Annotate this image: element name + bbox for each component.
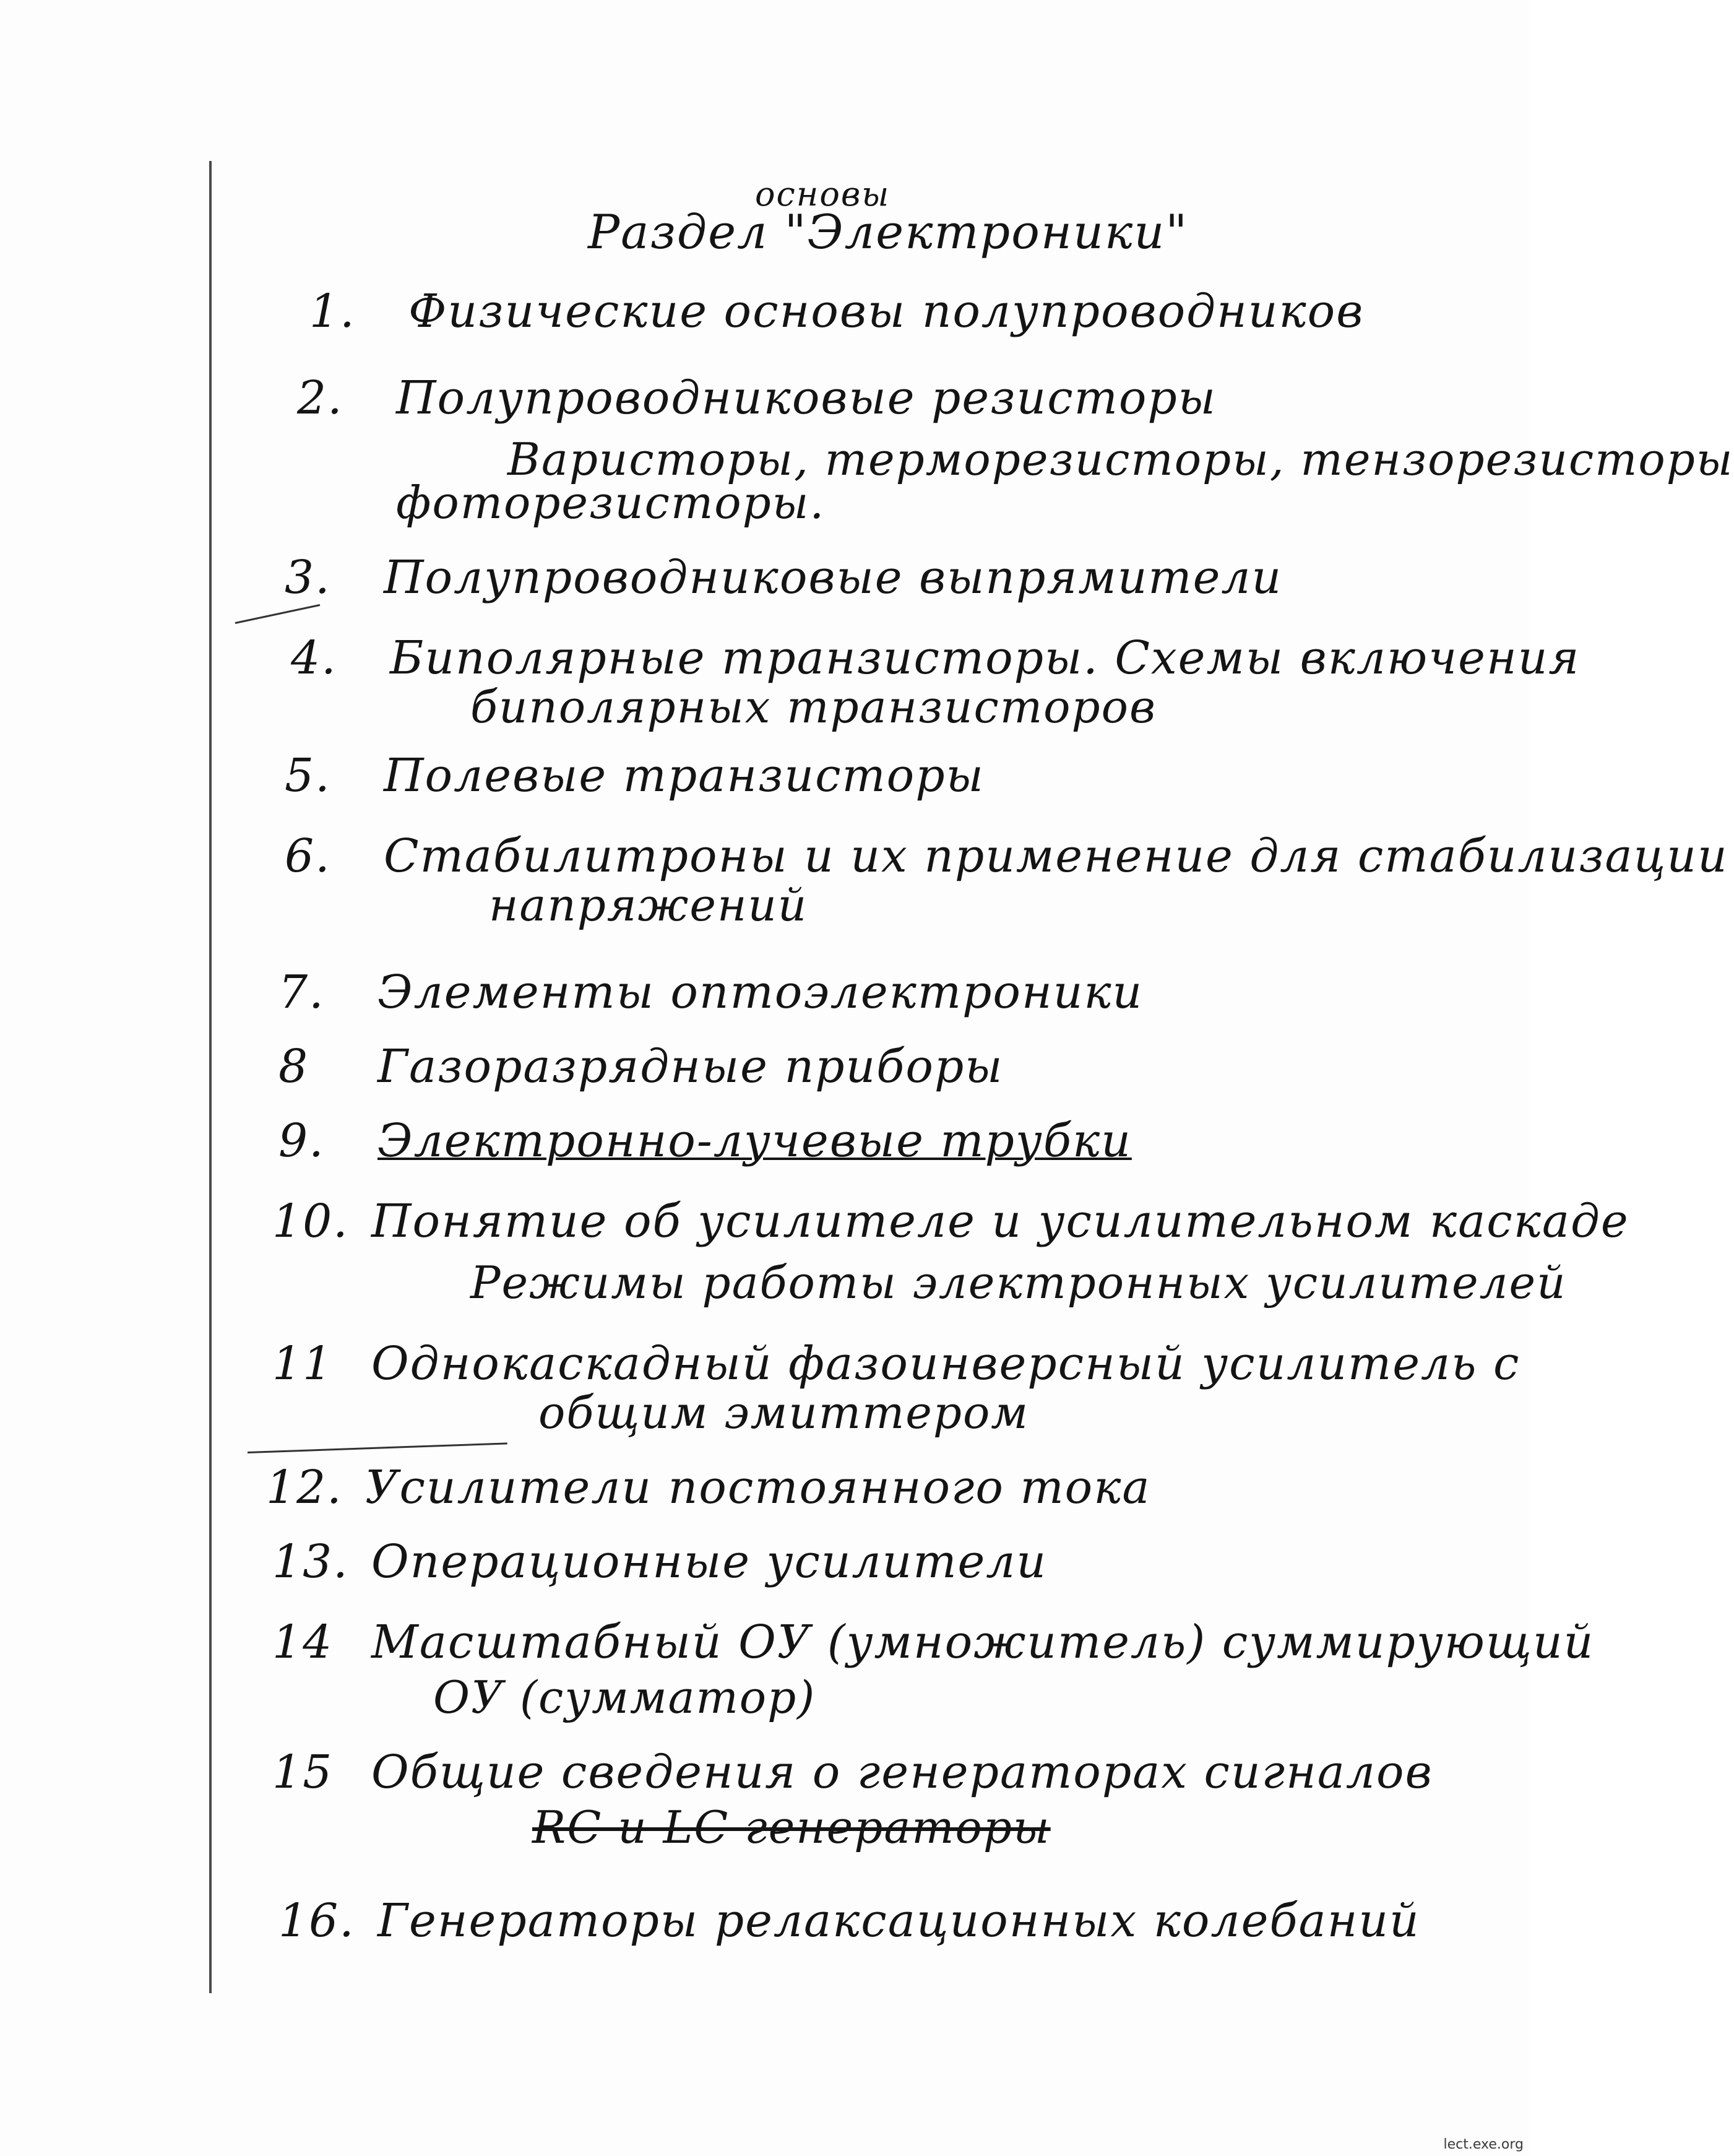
page-heading: Раздел "Электроники" — [588, 204, 1189, 259]
heading-insert: основы — [755, 175, 891, 214]
item-text: Полупроводниковые выпрямители — [384, 551, 1283, 604]
item-number: 5. — [285, 749, 331, 802]
item-continuation: ОУ (сумматор) — [433, 1671, 816, 1723]
item-text: Элементы оптоэлектроники — [377, 966, 1144, 1019]
list-item — [285, 749, 985, 802]
item-text: Однокаскадный фазоинверсный усилитель с — [371, 1337, 1520, 1390]
corner-watermark: lect.exe.org — [1443, 2137, 1524, 2152]
item-number: 10. — [272, 1195, 349, 1248]
item-text: Биполярные транзисторы. Схемы включения — [390, 631, 1581, 685]
item-text: Операционные усилители — [371, 1535, 1048, 1588]
item-text: Стабилитроны и их применение для стабилизации — [384, 829, 1728, 883]
list-item — [309, 285, 1364, 338]
item-text: Полевые транзисторы — [384, 749, 985, 802]
item-number: 7. — [278, 966, 325, 1019]
item-text: Газоразрядные приборы — [377, 1040, 1004, 1093]
list-item — [278, 1114, 1132, 1167]
list-item — [272, 1616, 1594, 1669]
item-number: 9. — [278, 1114, 325, 1167]
list-item — [272, 1535, 1047, 1588]
list-item — [266, 1461, 1151, 1514]
item-continuation: напряжений — [489, 879, 808, 931]
item-continuation: Режимы работы электронных усилителей — [470, 1257, 1567, 1309]
item-number: 3. — [285, 551, 331, 604]
item-number: 12. — [266, 1461, 343, 1514]
item-number: 11 — [272, 1337, 334, 1390]
list-item — [278, 1894, 1420, 1947]
item-number: 15 — [272, 1746, 334, 1799]
item-number: 13. — [272, 1535, 349, 1588]
item-continuation: биполярных транзисторов — [470, 681, 1157, 733]
item-text: Электронно-лучевые трубки — [377, 1114, 1132, 1167]
struck-out-continuation: RC и LC генераторы — [532, 1801, 1051, 1853]
stray-pen-stroke — [235, 604, 321, 624]
list-item — [278, 1040, 1004, 1093]
item-text: Масштабный ОУ (умножитель) суммирующий — [371, 1616, 1595, 1669]
list-item — [297, 371, 1217, 425]
item-continuation: фоторезисторы. — [396, 477, 826, 529]
item-continuation: Варисторы, терморезисторы, тензорезисторы — [507, 433, 1734, 485]
stray-pen-stroke — [248, 1442, 507, 1453]
margin-line — [209, 161, 212, 1993]
item-number: 1. — [309, 285, 356, 338]
list-item — [272, 1746, 1433, 1799]
item-text: Полупроводниковые резисторы — [396, 371, 1217, 425]
item-text: Физические основы полупроводников — [408, 285, 1365, 338]
item-text: Понятие об усилителе и усилительном каскаде — [371, 1195, 1629, 1248]
item-continuation: общим эмиттером — [538, 1387, 1029, 1439]
item-text: Усилители постоянного тока — [365, 1461, 1151, 1514]
item-number: 6. — [285, 829, 331, 883]
item-number: 2. — [297, 371, 343, 425]
item-text: Генераторы релаксационных колебаний — [377, 1894, 1420, 1947]
list-item — [278, 966, 1143, 1019]
list-item — [285, 551, 1282, 604]
item-text: Общие сведения о генераторах сигналов — [371, 1746, 1433, 1799]
list-item — [272, 1195, 1629, 1248]
item-number: 4. — [291, 631, 337, 685]
item-number: 8 — [278, 1040, 309, 1093]
list-item — [285, 829, 1728, 883]
list-item — [291, 631, 1580, 685]
item-number: 16. — [278, 1894, 355, 1947]
list-item — [272, 1337, 1520, 1390]
item-number: 14 — [272, 1616, 334, 1669]
